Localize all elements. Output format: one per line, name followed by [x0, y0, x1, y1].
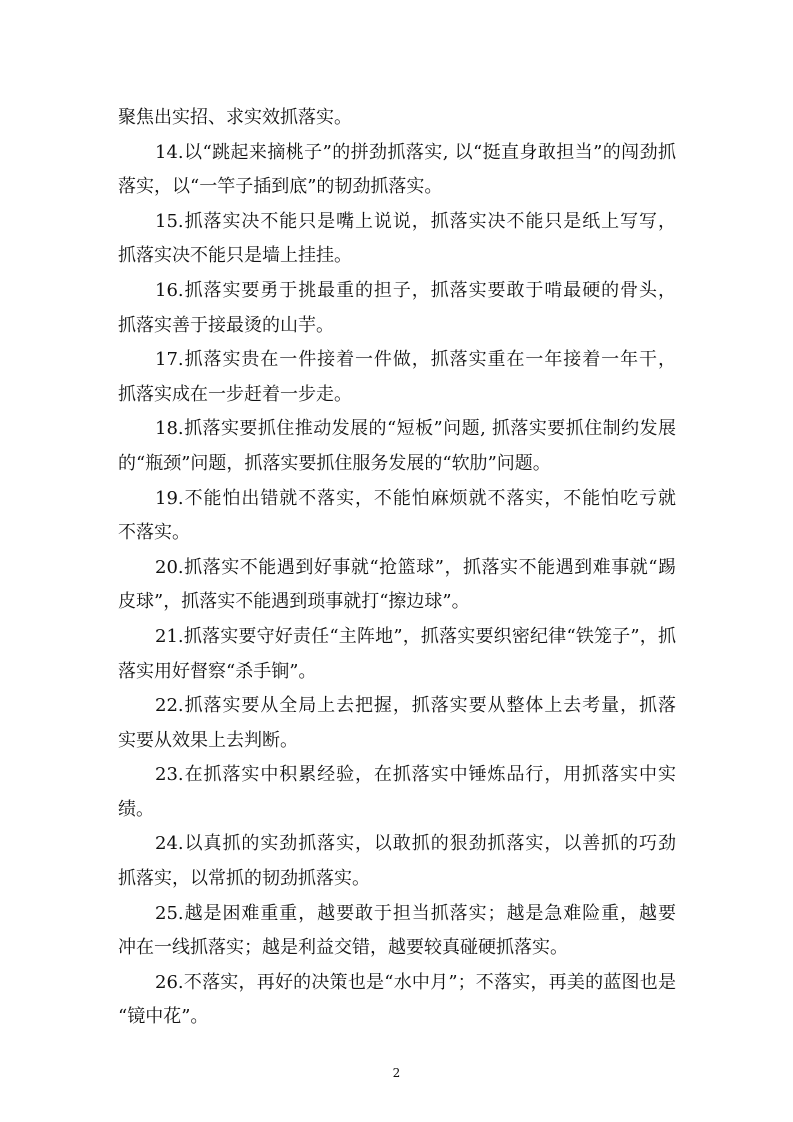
text-line: 抓落实成在一步赶着一步走。	[118, 383, 352, 405]
paragraph	[118, 103, 676, 138]
paragraph	[118, 553, 676, 622]
text-line: 24.以真抓的实劲抓落实，以敢抓的狠劲抓落实，以善抓的巧劲	[155, 833, 676, 855]
paragraph	[118, 899, 676, 968]
text-line: 皮球”，抓落实不能遇到琐事就打“擦边球”。	[118, 591, 470, 613]
text-line: 14.以“跳起来摘桃子”的拼劲抓落实, 以“挺直身敢担当”的闯劲抓	[155, 141, 676, 163]
paragraph	[118, 414, 676, 483]
text-line: 绩。	[118, 798, 154, 820]
text-line: 20.抓落实不能遇到好事就“抢篮球”，抓落实不能遇到难事就“踢	[155, 556, 676, 578]
text-line: 25.越是困难重重，越要敢于担当抓落实；越是急难险重，越要	[155, 902, 676, 924]
text-line: 18.抓落实要抓住推动发展的“短板”问题, 抓落实要抓住制约发展	[155, 418, 676, 440]
text-line: 实要从效果上去判断。	[118, 729, 298, 751]
paragraph	[118, 345, 676, 414]
text-line: 15.抓落实决不能只是嘴上说说，抓落实决不能只是纸上写写，	[155, 210, 676, 232]
text-line: 的“瓶颈”问题，抓落实要抓住服务发展的“软肋”问题。	[118, 452, 551, 474]
paragraph	[118, 622, 676, 691]
text-line: 17.抓落实贵在一件接着一件做，抓落实重在一年接着一年干，	[155, 349, 676, 371]
text-line: 16.抓落实要勇于挑最重的担子，抓落实要敢于啃最硬的骨头，	[155, 279, 676, 301]
paragraph	[118, 760, 676, 829]
text-line: 冲在一线抓落实；越是利益交错，越要较真碰硬抓落实。	[118, 937, 568, 959]
text-line: 聚焦出实招、求实效抓落实。	[118, 107, 352, 128]
paragraph	[118, 691, 676, 760]
text-line: 抓落实决不能只是墙上挂挂。	[118, 245, 352, 267]
text-line: 抓落实善于接最烫的山芋。	[118, 314, 334, 336]
text-line: 19.不能怕出错就不落实，不能怕麻烦就不落实，不能怕吃亏就	[155, 487, 676, 509]
document-body	[118, 103, 676, 1037]
text-line: 22.抓落实要从全局上去把握，抓落实要从整体上去考量，抓落	[155, 695, 676, 717]
page-number: 2	[392, 1066, 401, 1080]
text-line: 不落实。	[118, 522, 190, 544]
paragraph	[118, 276, 676, 345]
paragraph	[118, 207, 676, 276]
text-line: 抓落实，以常抓的韧劲抓落实。	[118, 868, 370, 890]
paragraph	[118, 829, 676, 898]
paragraph	[118, 968, 676, 1037]
text-line: 23.在抓落实中积累经验，在抓落实中锤炼品行，用抓落实中实	[155, 764, 676, 786]
text-line: 落实，以“一竿子插到底”的韧劲抓落实。	[118, 176, 443, 198]
text-line: 落实用好督察“杀手锏”。	[118, 660, 317, 682]
paragraph	[118, 138, 676, 207]
text-line: 21.抓落实要守好责任“主阵地”，抓落实要织密纪律“铁笼子”，抓	[155, 625, 676, 647]
text-line: 26.不落实，再好的决策也是“水中月”；不落实，再美的蓝图也是	[155, 971, 676, 993]
paragraph	[118, 484, 676, 553]
text-line: “镜中花”。	[118, 1006, 209, 1028]
